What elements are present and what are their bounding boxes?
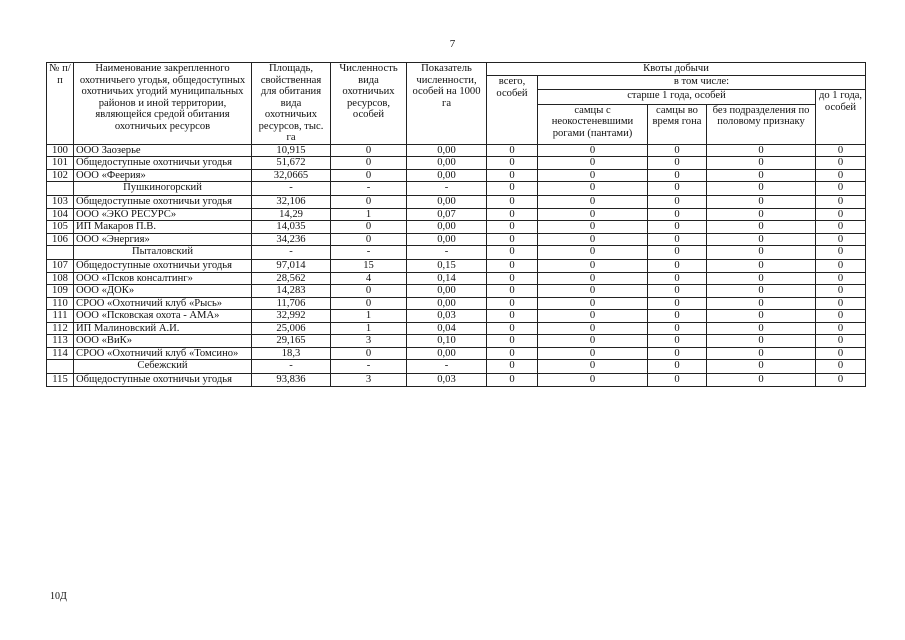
cell-density: - xyxy=(407,246,487,260)
cell-name: Общедоступные охотничьи угодья xyxy=(74,260,252,273)
cell-num: 113 xyxy=(47,335,74,348)
cell-d: 0 xyxy=(816,157,866,170)
cell-b: 0 xyxy=(648,196,707,209)
table-row xyxy=(47,233,866,246)
cell-num: 111 xyxy=(47,310,74,323)
cell-density: 0,00 xyxy=(407,144,487,157)
cell-area: 51,672 xyxy=(252,157,331,170)
cell-c: 0 xyxy=(707,221,816,234)
cell-a: 0 xyxy=(538,310,648,323)
cell-a: 0 xyxy=(538,182,648,196)
cell-a: 0 xyxy=(538,233,648,246)
cell-b: 0 xyxy=(648,310,707,323)
cell-b: 0 xyxy=(648,374,707,387)
cell-count: - xyxy=(331,182,407,196)
cell-count: 0 xyxy=(331,297,407,310)
cell-density: 0,00 xyxy=(407,285,487,298)
cell-c: 0 xyxy=(707,196,816,209)
cell-b: 0 xyxy=(648,169,707,182)
cell-d: 0 xyxy=(816,360,866,374)
table-row xyxy=(47,260,866,273)
cell-count: 1 xyxy=(331,322,407,335)
table-body xyxy=(47,144,866,386)
cell-a: 0 xyxy=(538,322,648,335)
header-density: Показатель численности, особей на 1000 га xyxy=(407,63,487,145)
district-row xyxy=(47,182,866,196)
cell-a: 0 xyxy=(538,360,648,374)
cell-count: 0 xyxy=(331,233,407,246)
table-row xyxy=(47,196,866,209)
header-males-antlers: самцы с неокостеневшими рогами (пантами) xyxy=(538,104,648,144)
cell-count: - xyxy=(331,246,407,260)
cell-count: 1 xyxy=(331,208,407,221)
cell-density: 0,03 xyxy=(407,374,487,387)
cell-count: 0 xyxy=(331,144,407,157)
cell-num: 110 xyxy=(47,297,74,310)
cell-total: 0 xyxy=(487,157,538,170)
cell-total: 0 xyxy=(487,374,538,387)
header-num: № п/п xyxy=(47,63,74,145)
cell-count: 3 xyxy=(331,335,407,348)
cell-name: СРОО «Охотничий клуб «Томсино» xyxy=(74,347,252,360)
cell-area: 14,035 xyxy=(252,221,331,234)
cell-d: 0 xyxy=(816,335,866,348)
table-row xyxy=(47,335,866,348)
table-row xyxy=(47,285,866,298)
cell-d: 0 xyxy=(816,182,866,196)
cell-num xyxy=(47,246,74,260)
cell-name: ООО «Псков консалтинг» xyxy=(74,272,252,285)
cell-a: 0 xyxy=(538,335,648,348)
cell-a: 0 xyxy=(538,196,648,209)
header-males-season: самцы во время гона xyxy=(648,104,707,144)
cell-density: 0,00 xyxy=(407,157,487,170)
cell-name: ООО «ВиК» xyxy=(74,335,252,348)
cell-count: 1 xyxy=(331,310,407,323)
cell-area: 93,836 xyxy=(252,374,331,387)
cell-d: 0 xyxy=(816,322,866,335)
cell-total: 0 xyxy=(487,297,538,310)
cell-a: 0 xyxy=(538,272,648,285)
cell-area: 25,006 xyxy=(252,322,331,335)
cell-a: 0 xyxy=(538,347,648,360)
cell-d: 0 xyxy=(816,208,866,221)
cell-area: 32,0665 xyxy=(252,169,331,182)
cell-c: 0 xyxy=(707,144,816,157)
cell-c: 0 xyxy=(707,285,816,298)
page-number: 7 xyxy=(449,38,456,50)
cell-count: 0 xyxy=(331,221,407,234)
cell-name: ИП Малиновский А.И. xyxy=(74,322,252,335)
cell-b: 0 xyxy=(648,182,707,196)
cell-area: 32,106 xyxy=(252,196,331,209)
table-row xyxy=(47,322,866,335)
cell-name: СРОО «Охотничий клуб «Рысь» xyxy=(74,297,252,310)
cell-a: 0 xyxy=(538,246,648,260)
cell-total: 0 xyxy=(487,347,538,360)
cell-total: 0 xyxy=(487,360,538,374)
cell-d: 0 xyxy=(816,169,866,182)
cell-total: 0 xyxy=(487,208,538,221)
cell-count: 0 xyxy=(331,347,407,360)
cell-b: 0 xyxy=(648,360,707,374)
header-count: Численность вида охотничьих ресурсов, особей xyxy=(331,63,407,145)
cell-a: 0 xyxy=(538,169,648,182)
cell-c: 0 xyxy=(707,360,816,374)
cell-c: 0 xyxy=(707,182,816,196)
header-area: Площадь, свойственная для обитания вида охотничьих ресурсов, тыс. га xyxy=(252,63,331,145)
cell-c: 0 xyxy=(707,233,816,246)
cell-a: 0 xyxy=(538,157,648,170)
cell-a: 0 xyxy=(538,374,648,387)
cell-b: 0 xyxy=(648,208,707,221)
cell-d: 0 xyxy=(816,260,866,273)
cell-name: Пушкиногорский xyxy=(74,182,252,196)
cell-num: 109 xyxy=(47,285,74,298)
cell-density: 0,07 xyxy=(407,208,487,221)
footer-code: 10Д xyxy=(50,591,67,602)
table-row xyxy=(47,297,866,310)
table-row xyxy=(47,347,866,360)
cell-density: 0,00 xyxy=(407,196,487,209)
cell-d: 0 xyxy=(816,297,866,310)
cell-b: 0 xyxy=(648,347,707,360)
header-no-sex: без подразделения по половому признаку xyxy=(707,104,816,144)
cell-density: 0,03 xyxy=(407,310,487,323)
cell-d: 0 xyxy=(816,196,866,209)
cell-d: 0 xyxy=(816,246,866,260)
cell-d: 0 xyxy=(816,310,866,323)
cell-total: 0 xyxy=(487,182,538,196)
cell-density: 0,10 xyxy=(407,335,487,348)
cell-d: 0 xyxy=(816,285,866,298)
cell-total: 0 xyxy=(487,233,538,246)
table-row xyxy=(47,169,866,182)
cell-area: - xyxy=(252,182,331,196)
cell-name: Себежский xyxy=(74,360,252,374)
cell-d: 0 xyxy=(816,374,866,387)
table-row xyxy=(47,272,866,285)
header-older: старше 1 года, особей xyxy=(538,90,816,104)
cell-c: 0 xyxy=(707,347,816,360)
cell-c: 0 xyxy=(707,297,816,310)
cell-total: 0 xyxy=(487,246,538,260)
cell-b: 0 xyxy=(648,322,707,335)
cell-total: 0 xyxy=(487,144,538,157)
cell-density: 0,00 xyxy=(407,221,487,234)
cell-c: 0 xyxy=(707,272,816,285)
cell-name: Общедоступные охотничьи угодья xyxy=(74,374,252,387)
cell-area: 14,29 xyxy=(252,208,331,221)
cell-num xyxy=(47,182,74,196)
cell-density: 0,00 xyxy=(407,297,487,310)
cell-count: 0 xyxy=(331,157,407,170)
cell-area: 18,3 xyxy=(252,347,331,360)
cell-d: 0 xyxy=(816,221,866,234)
cell-a: 0 xyxy=(538,260,648,273)
cell-name: Общедоступные охотничьи угодья xyxy=(74,157,252,170)
cell-name: ООО Заозерье xyxy=(74,144,252,157)
district-row xyxy=(47,246,866,260)
table-row xyxy=(47,208,866,221)
table-row xyxy=(47,374,866,387)
cell-c: 0 xyxy=(707,208,816,221)
cell-b: 0 xyxy=(648,233,707,246)
cell-num: 101 xyxy=(47,157,74,170)
cell-num: 100 xyxy=(47,144,74,157)
cell-total: 0 xyxy=(487,335,538,348)
cell-num xyxy=(47,360,74,374)
cell-area: - xyxy=(252,360,331,374)
cell-num: 112 xyxy=(47,322,74,335)
cell-density: 0,14 xyxy=(407,272,487,285)
cell-density: - xyxy=(407,182,487,196)
district-row xyxy=(47,360,866,374)
cell-b: 0 xyxy=(648,297,707,310)
cell-c: 0 xyxy=(707,322,816,335)
cell-density: 0,00 xyxy=(407,169,487,182)
cell-a: 0 xyxy=(538,221,648,234)
cell-c: 0 xyxy=(707,374,816,387)
cell-name: Пыталовский xyxy=(74,246,252,260)
header-including: в том числе: xyxy=(538,76,866,90)
cell-count: 15 xyxy=(331,260,407,273)
cell-d: 0 xyxy=(816,347,866,360)
cell-num: 103 xyxy=(47,196,74,209)
cell-name: ООО «ЭКО РЕСУРС» xyxy=(74,208,252,221)
cell-b: 0 xyxy=(648,221,707,234)
cell-num: 115 xyxy=(47,374,74,387)
cell-total: 0 xyxy=(487,310,538,323)
cell-d: 0 xyxy=(816,144,866,157)
cell-name: ООО «Псковская охота - АМА» xyxy=(74,310,252,323)
table-row xyxy=(47,144,866,157)
cell-density: - xyxy=(407,360,487,374)
cell-c: 0 xyxy=(707,246,816,260)
cell-total: 0 xyxy=(487,221,538,234)
cell-b: 0 xyxy=(648,157,707,170)
cell-count: 0 xyxy=(331,169,407,182)
table-row xyxy=(47,310,866,323)
cell-d: 0 xyxy=(816,233,866,246)
cell-a: 0 xyxy=(538,297,648,310)
cell-c: 0 xyxy=(707,169,816,182)
cell-num: 105 xyxy=(47,221,74,234)
cell-area: 14,283 xyxy=(252,285,331,298)
cell-count: 4 xyxy=(331,272,407,285)
cell-area: - xyxy=(252,246,331,260)
cell-density: 0,15 xyxy=(407,260,487,273)
cell-total: 0 xyxy=(487,285,538,298)
cell-total: 0 xyxy=(487,322,538,335)
header-quotas: Квоты добычи xyxy=(487,63,866,76)
header-name: Наименование закрепленного охотничьего угодья, общедоступных охотничьих угодий муниципальных районов и иной территории, являющейся средой обитания охотничьих ресурсов xyxy=(74,63,252,145)
cell-num: 114 xyxy=(47,347,74,360)
cell-count: 0 xyxy=(331,285,407,298)
cell-count: - xyxy=(331,360,407,374)
cell-total: 0 xyxy=(487,260,538,273)
cell-density: 0,00 xyxy=(407,233,487,246)
cell-name: Общедоступные охотничьи угодья xyxy=(74,196,252,209)
cell-b: 0 xyxy=(648,246,707,260)
cell-num: 107 xyxy=(47,260,74,273)
header-under1: до 1 года, особей xyxy=(816,90,866,144)
cell-b: 0 xyxy=(648,272,707,285)
cell-density: 0,04 xyxy=(407,322,487,335)
cell-name: ИП Макаров П.В. xyxy=(74,221,252,234)
cell-area: 10,915 xyxy=(252,144,331,157)
cell-area: 28,562 xyxy=(252,272,331,285)
cell-density: 0,00 xyxy=(407,347,487,360)
cell-d: 0 xyxy=(816,272,866,285)
cell-total: 0 xyxy=(487,272,538,285)
cell-a: 0 xyxy=(538,208,648,221)
cell-b: 0 xyxy=(648,260,707,273)
cell-count: 3 xyxy=(331,374,407,387)
cell-b: 0 xyxy=(648,285,707,298)
cell-b: 0 xyxy=(648,335,707,348)
cell-total: 0 xyxy=(487,196,538,209)
cell-name: ООО «Энергия» xyxy=(74,233,252,246)
cell-c: 0 xyxy=(707,310,816,323)
cell-area: 97,014 xyxy=(252,260,331,273)
cell-area: 34,236 xyxy=(252,233,331,246)
cell-a: 0 xyxy=(538,144,648,157)
quota-table xyxy=(46,62,866,387)
cell-name: ООО «Феерия» xyxy=(74,169,252,182)
cell-c: 0 xyxy=(707,335,816,348)
cell-count: 0 xyxy=(331,196,407,209)
cell-name: ООО «ДОК» xyxy=(74,285,252,298)
cell-num: 106 xyxy=(47,233,74,246)
cell-area: 29,165 xyxy=(252,335,331,348)
table-row xyxy=(47,221,866,234)
cell-num: 104 xyxy=(47,208,74,221)
cell-total: 0 xyxy=(487,169,538,182)
cell-num: 102 xyxy=(47,169,74,182)
cell-b: 0 xyxy=(648,144,707,157)
cell-c: 0 xyxy=(707,157,816,170)
cell-a: 0 xyxy=(538,285,648,298)
cell-area: 32,992 xyxy=(252,310,331,323)
header-total: всего, особей xyxy=(487,76,538,145)
cell-area: 11,706 xyxy=(252,297,331,310)
cell-c: 0 xyxy=(707,260,816,273)
table-row xyxy=(47,157,866,170)
cell-num: 108 xyxy=(47,272,74,285)
